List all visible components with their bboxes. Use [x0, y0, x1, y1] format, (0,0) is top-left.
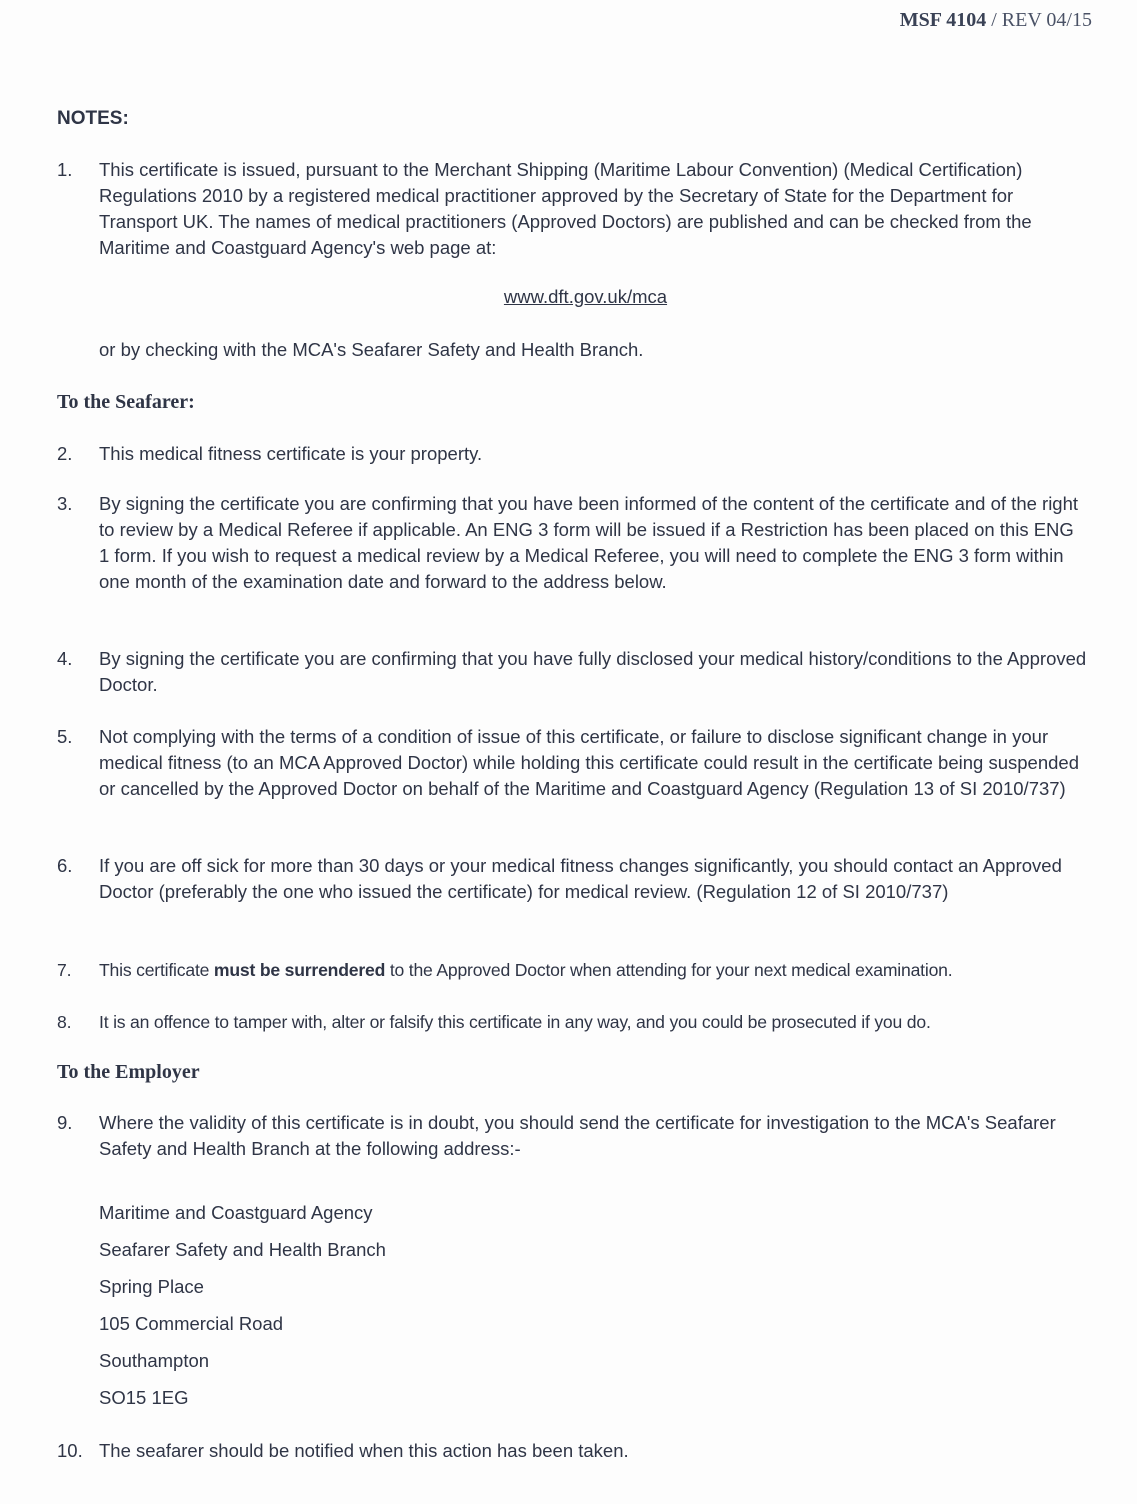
note-text: If you are off sick for more than 30 days or your medical fitness changes significantly, you should contact an Approved Doctor (preferably the one who issued the certificate) for medical review. (Regulation 12 of SI 2010/737)	[99, 855, 1062, 902]
form-revision: / REV 04/15	[991, 9, 1092, 31]
address-line: Maritime and Coastguard Agency	[99, 1202, 373, 1223]
note-4	[57, 646, 1087, 698]
note-number: 8.	[57, 1012, 72, 1032]
notes-heading: NOTES:	[57, 108, 129, 129]
note-2	[57, 441, 1087, 467]
form-code: MSF 4104	[899, 9, 987, 31]
seafarer-heading: To the Seafarer:	[57, 391, 195, 413]
note-9	[57, 1110, 1087, 1162]
note-text-end: to the Approved Doctor when attending for your next medical examination.	[385, 960, 953, 980]
note-8	[57, 1009, 1087, 1035]
note-text	[99, 957, 1087, 983]
note-1-continuation: or by checking with the MCA's Seafarer Safety and Health Branch.	[99, 339, 644, 360]
note-emphasis: must be surrendered	[213, 960, 386, 980]
mca-web-link[interactable]: www.dft.gov.uk/mca	[503, 286, 668, 307]
note-number: 9.	[57, 1112, 73, 1133]
note-text: It is an offence to tamper with, alter or falsify this certificate in any way, and you could be prosecuted if you do.	[99, 1012, 931, 1032]
note-number: 5.	[57, 726, 73, 747]
note-3	[57, 491, 1087, 595]
note-number: 6.	[57, 855, 73, 876]
note-5	[57, 724, 1087, 802]
address-line: 105 Commercial Road	[99, 1313, 284, 1334]
note-text: By signing the certificate you are confirming that you have fully disclosed your medical history/conditions to the Approved Doctor.	[99, 648, 1087, 695]
note-1	[57, 157, 1087, 261]
note-text: Where the validity of this certificate is in doubt, you should send the certificate for investigation to the MCA's Seafarer Safety and Health Branch at the following address:-	[99, 1112, 1056, 1159]
address-line: SO15 1EG	[99, 1387, 189, 1408]
note-7	[57, 957, 1087, 983]
note-text: By signing the certificate you are confirming that you have been informed of the content of the certificate and of the right to review by a Medical Referee if applicable. An ENG 3 form will be issued if a Restriction has been placed on this ENG 1 form. If you wish to request a medical review by a Medical Referee, you will need to complete the ENG 3 form within one month of the examination date and forward to the address below.	[99, 493, 1079, 592]
employer-heading: To the Employer	[57, 1061, 200, 1083]
note-10	[57, 1438, 1087, 1464]
note-number: 10.	[57, 1440, 83, 1461]
note-text: This medical fitness certificate is your property.	[99, 443, 483, 464]
note-number: 2.	[57, 443, 73, 464]
note-text-start: This certificate	[99, 960, 214, 980]
note-6	[57, 853, 1087, 905]
note-text: Not complying with the terms of a condition of issue of this certificate, or failure to disclose significant change in your medical fitness (to an MCA Approved Doctor) while holding this certificate could result in the certificate being suspended or cancelled by the Approved Doctor on behalf of the Maritime and Coastguard Agency (Regulation 13 of SI 2010/737)	[99, 726, 1079, 799]
note-text: The seafarer should be notified when this action has been taken.	[99, 1440, 629, 1461]
address-line: Spring Place	[99, 1276, 204, 1297]
note-number: 1.	[57, 159, 73, 180]
form-reference	[900, 9, 1092, 32]
note-text: This certificate is issued, pursuant to the Merchant Shipping (Maritime Labour Convention) (Medical Certification) Regulations 2010 by a registered medical practitioner approved by the Secretary of State for the Department for Transport UK. The names of medical practitioners (Approved Doctors) are published and can be checked from the Maritime and Coastguard Agency's web page at:	[99, 159, 1032, 258]
address-line: Southampton	[99, 1350, 210, 1371]
address-line: Seafarer Safety and Health Branch	[99, 1239, 386, 1260]
note-number: 3.	[57, 493, 73, 514]
note-number: 4.	[57, 648, 73, 669]
note-number: 7.	[57, 960, 72, 980]
